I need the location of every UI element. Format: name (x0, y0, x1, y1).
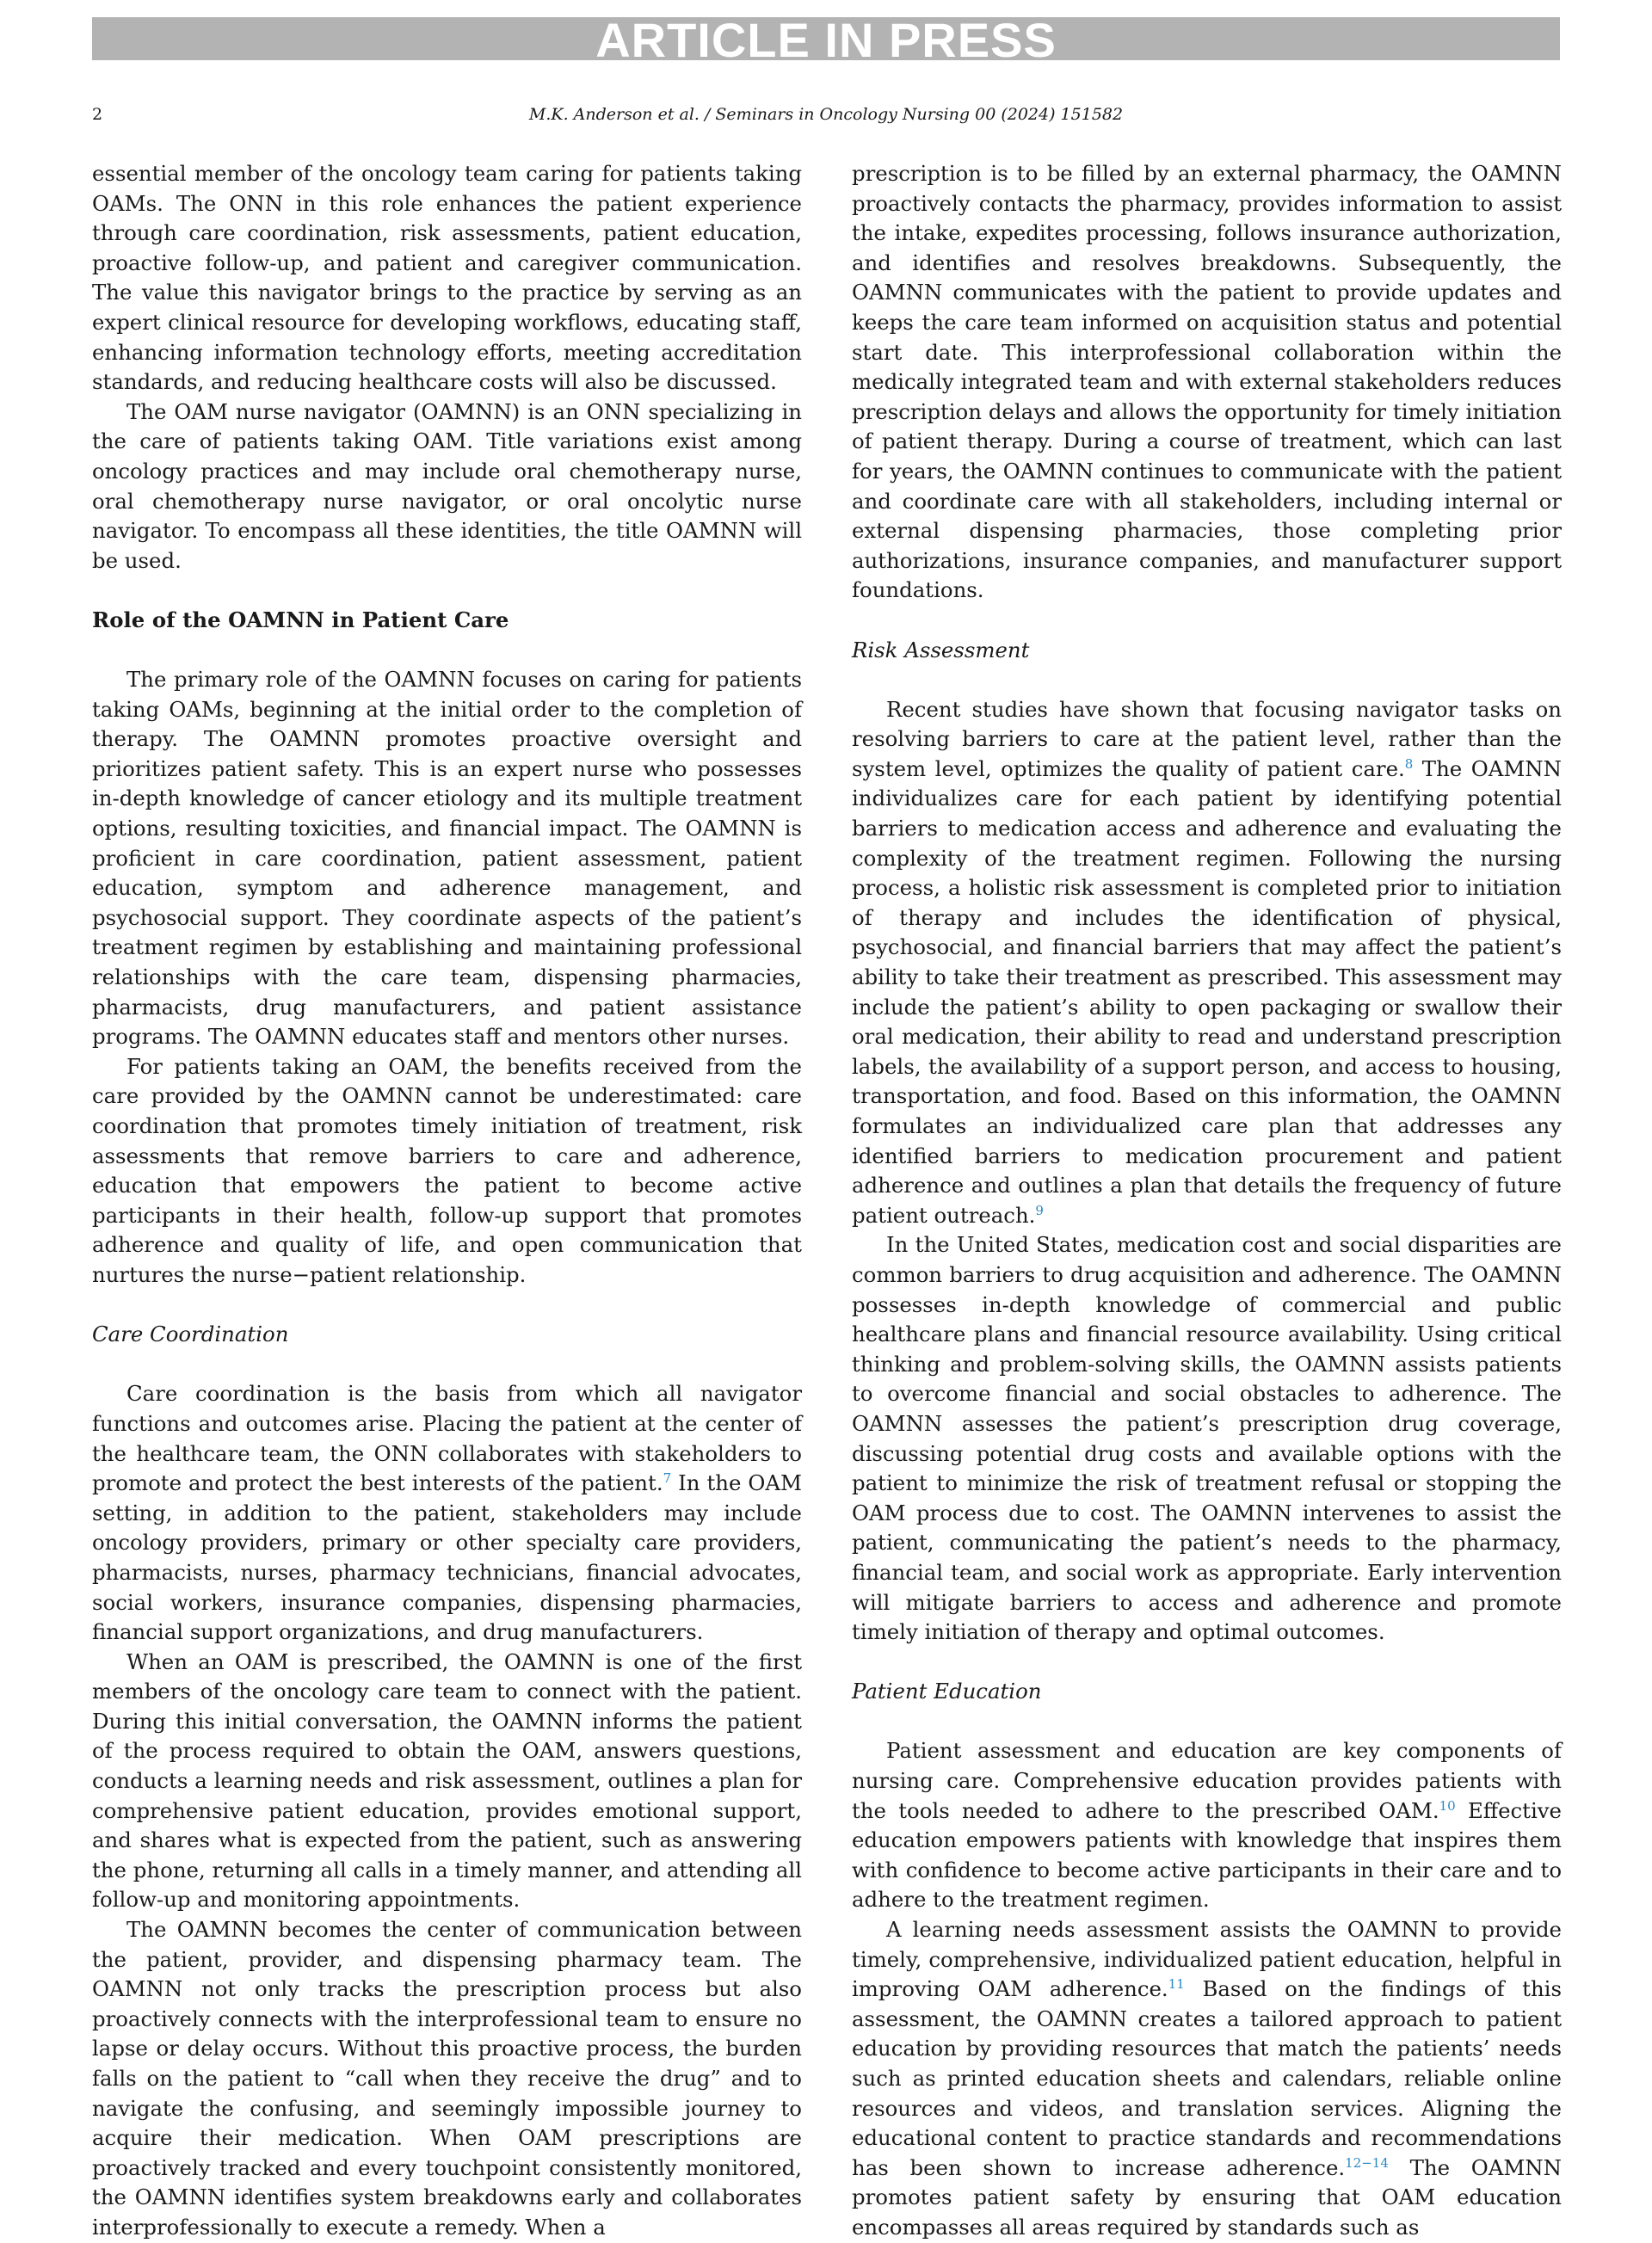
paragraph: Recent studies have shown that focusing navigator tasks on resolving barriers to care at the patient level, rather than the system level, optimizes the quality of patient care.$^8$ The OAMNN individualizes care for each patient by identifying potential barriers to medication access and adherence and evaluating the complexity of the treatment regimen. Following the nursing process, a holistic risk assessment is completed prior to initiation of therapy and includes the identification of physical, psychosocial, and financial barriers that may affect the patient’s ability to take their treatment as prescribed. This assessment may include the patient’s ability to open packaging or swallow their oral medication, their ability to read and understand prescription labels, the availability of a support person, and access to housing, transportation, and food. Based on this information, the OAMNN formulates an individualized care plan that addresses any identified barriers to medication procurement and patient adherence and outlines a plan that details the frequency of future patient outreach.$^9$ (852, 696, 1562, 1228)
citation-link[interactable]: 12−14 (1345, 2154, 1389, 2171)
paragraph: The OAMNN becomes the center of communication between the patient, provider, and dispensing pharmacy team. The OAMNN not only tracks the prescription process but also proactively connects with the interprofessional team to ensure no lapse or delay occurs. Without this proactive process, the burden falls on the patient to “call when they receive the drug” and to navigate the confusing, and seemingly impossible journey to acquire their medication. When OAM prescriptions are proactively tracked and every touchpoint consistently monitored, the OAMNN identifies system breakdowns early and collaborates interprofessionally to execute a remedy. When a (92, 1917, 802, 2240)
subsection-heading-risk-assessment: Risk Assessment (852, 637, 1030, 662)
paragraph: The OAM nurse navigator (OAMNN) is an ONN specializing in the care of patients taking OAM. Title variations exist among oncology practices and may include oral chemotherapy nurse, oral chemotherapy nurse navigator, or oral oncolytic nurse navigator. To encompass all these identities, the title OAMNN will be used. (92, 398, 802, 573)
paragraph: For patients taking an OAM, the benefits received from the care provided by the OAMNN cannot be underestimated: care coordination that promotes timely initiation of treatment, risk assessments that remove barriers to care and adherence, education that empowers the patient to become active participants in their health, follow-up support that promotes adherence and quality of life, and open communication that nurtures the nurse−patient relationship. (92, 1053, 802, 1287)
citation-link[interactable]: 11 (1168, 1976, 1185, 1993)
paragraph: Care coordination is the basis from which all navigator functions and outcomes arise. Placing the patient at the center of the healthcare team, the ONN collaborates with stakeholders to promote and protect the best interests of the patient.$^7$ In the OAM setting, in addition to the patient, stakeholders may include oncology providers, primary or other specialty care providers, pharmacists, nurses, pharmacy technicians, financial advocates, social workers, insurance companies, dispensing pharmacies, financial support organizations, and drug manufacturers. (92, 1381, 802, 1645)
left-column (92, 159, 802, 2243)
paragraph: The primary role of the OAMNN focuses on caring for patients taking OAMs, beginning at the initial order to the completion of therapy. The OAMNN promotes proactive oversight and prioritizes patient safety. This is an expert nurse who possesses in-depth knowledge of cancer etiology and its multiple treatment options, resulting toxicities, and financial impact. The OAMNN is proficient in care coordination, patient assessment, patient education, symptom and adherence management, and psychosocial support. They coordinate aspects of the patient’s treatment regimen by establishing and maintaining professional relationships with the care team, dispensing pharmacies, pharmacists, drug manufacturers, and patient assistance programs. The OAMNN educates staff and mentors other nurses. (92, 667, 802, 1050)
paragraph: A learning needs assessment assists the OAMNN to provide timely, comprehensive, individualized patient education, helpful in improving OAM adherence.$^{11}$ Based on the findings of this assessment, the OAMNN creates a tailored approach to patient education by providing resources that match the patients’ needs such as printed education sheets and calendars, reliable online resources and videos, and translation services. Aligning the educational content to practice standards and recommendations has been shown to increase adherence.$^{12-14}$ The OAMNN promotes patient safety by ensuring that OAM education encompasses all areas required by standards such as (852, 1917, 1563, 2240)
right-column (852, 159, 1562, 2243)
paragraph: When an OAM is prescribed, the OAMNN is one of the first members of the oncology care team to connect with the patient. During this initial conversation, the OAMNN informs the patient of the process required to obtain the OAM, answers questions, conducts a learning needs and risk assessment, outlines a plan for comprehensive patient education, provides emotional support, and shares what is expected from the patient, such as answering the phone, returning all calls in a timely manner, and attending all follow-up and monitoring appointments. (92, 1648, 802, 1913)
citation-link[interactable]: 8 (1404, 755, 1414, 772)
article-in-press-banner: ARTICLE IN PRESS (92, 17, 1560, 60)
paragraph: In the United States, medication cost and social disparities are common barriers to drug acquisition and adherence. The OAMNN possesses in-depth knowledge of commercial and public healthcare plans and financial resource availability. Using critical thinking and problem-solving skills, the OAMNN assists patients to overcome financial and social obstacles to adherence. The OAMNN assesses the patient’s prescription drug coverage, discussing potential drug costs and available options with the patient to minimize the risk of treatment refusal or stopping the OAM process due to cost. The OAMNN intervenes to assist the patient, communicating the patient’s needs to the pharmacy, financial team, and social work as appropriate. Early intervention will mitigate barriers to access and adherence and promote timely initiation of therapy and optimal outcomes. (852, 1232, 1562, 1645)
journal-reference: M.K. Anderson et al. / Seminars in Oncology Nursing 00 (2024) 151582 (528, 105, 1124, 124)
citation-link[interactable]: 9 (1035, 1202, 1044, 1218)
section-heading-role: Role of the OAMNN in Patient Care (92, 607, 509, 632)
subsection-heading-patient-education: Patient Education (852, 1679, 1042, 1704)
subsection-heading-care-coordination: Care Coordination (92, 1322, 289, 1347)
page-number: 2 (92, 105, 103, 124)
citation-link[interactable]: 7 (663, 1470, 672, 1487)
paragraph: prescription is to be filled by an external pharmacy, the OAMNN proactively contacts the pharmacy, provides information to assist the intake, expedites processing, follows insurance authorization, and identifies and resolves breakdowns. Subsequently, the OAMNN communicates with the patient to provide updates and keeps the care team informed on acquisition status and potential start date. This interprofessional collaboration within the medically integrated team and with external stakeholders reduces prescription delays and allows the opportunity for timely initiation of patient therapy. During a course of treatment, which can last for years, the OAMNN continues to communicate with the patient and coordinate care with all stakeholders, including internal or external dispensing pharmacies, those completing prior authorizations, insurance companies, and manufacturer support foundations. (852, 161, 1562, 603)
paragraph: Patient assessment and education are key components of nursing care. Comprehensive education provides patients with the tools needed to adhere to the prescribed OAM.$^{10}$ Effective education empowers patients with knowledge that inspires them with confidence to become active participants in their care and to adhere to the treatment regimen. (852, 1738, 1562, 1913)
running-header (92, 102, 1560, 127)
citation-link[interactable]: 10 (1439, 1797, 1456, 1814)
paragraph: essential member of the oncology team caring for patients taking OAMs. The ONN in this role enhances the patient experience through care coordination, risk assessments, patient education, proactive follow-up, and patient and caregiver communication. The value this navigator brings to the practice by serving as an expert clinical resource for developing workflows, educating staff, enhancing information technology efforts, meeting accreditation standards, and reducing healthcare costs will also be discussed. (92, 161, 802, 395)
